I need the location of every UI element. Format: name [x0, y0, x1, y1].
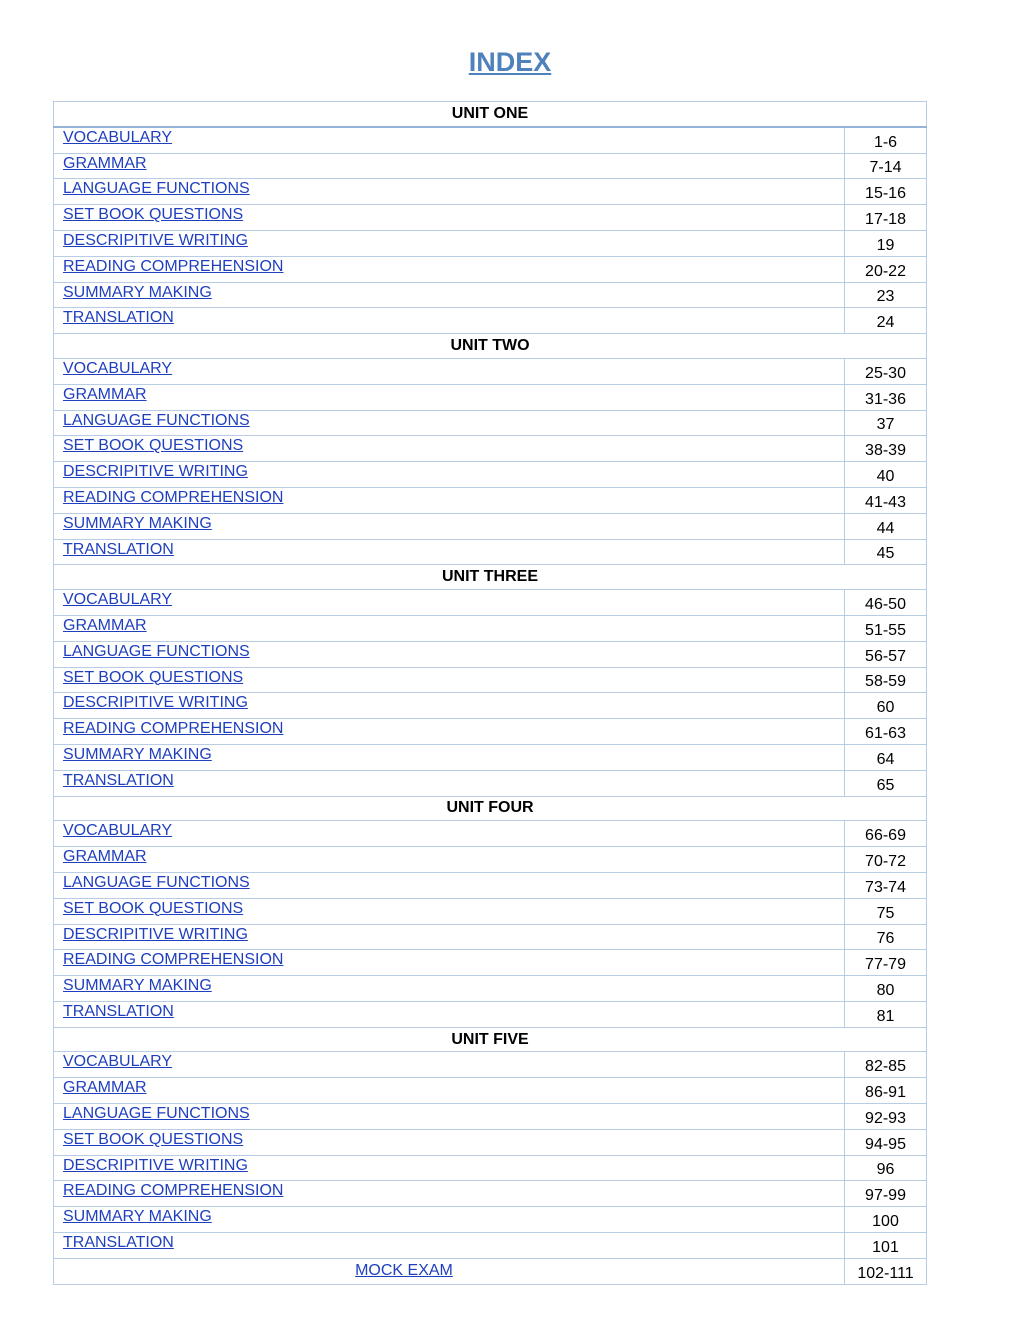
topic-link[interactable]: GRAMMAR [63, 385, 147, 403]
topic-link[interactable]: VOCABULARY [63, 591, 173, 609]
topic-cell [54, 462, 845, 488]
topic-cell [54, 230, 845, 256]
topic-link[interactable]: SET BOOK QUESTIONS [63, 899, 244, 917]
page-range-cell: 86-91 [845, 1078, 927, 1104]
mock-exam-cell [54, 1258, 845, 1284]
topic-link[interactable]: VOCABULARY [63, 1053, 173, 1071]
page-range-cell: 61-63 [845, 719, 927, 745]
table-row [54, 256, 927, 282]
page-range-cell: 73-74 [845, 872, 927, 898]
page-range-cell: 82-85 [845, 1052, 927, 1078]
unit-header-row [54, 565, 927, 590]
page-range-cell: 75 [845, 898, 927, 924]
unit-header-row [54, 334, 927, 359]
table-row [54, 1078, 927, 1104]
table-row [54, 898, 927, 924]
page-range-cell: 101 [845, 1233, 927, 1259]
topic-cell [54, 1181, 845, 1207]
topic-link[interactable]: LANGUAGE FUNCTIONS [63, 411, 250, 429]
topic-link[interactable]: SET BOOK QUESTIONS [63, 1130, 244, 1148]
topic-link[interactable]: TRANSLATION [63, 771, 174, 789]
topic-link[interactable]: VOCABULARY [63, 128, 173, 146]
page-range-cell: 24 [845, 308, 927, 334]
topic-link[interactable]: SET BOOK QUESTIONS [63, 437, 244, 455]
table-row [54, 821, 927, 847]
page-range-cell: 70-72 [845, 847, 927, 873]
topic-link[interactable]: TRANSLATION [63, 309, 174, 327]
table-row [54, 590, 927, 616]
topic-cell [54, 1104, 845, 1130]
topic-link[interactable]: LANGUAGE FUNCTIONS [63, 642, 250, 660]
table-row [54, 1233, 927, 1259]
page-range-cell: 65 [845, 770, 927, 796]
topic-cell [54, 282, 845, 308]
topic-cell [54, 590, 845, 616]
topic-link[interactable]: DESCRIPITIVE WRITING [63, 1156, 248, 1174]
table-row [54, 127, 927, 153]
topic-link[interactable]: SUMMARY MAKING [63, 977, 212, 995]
topic-cell [54, 179, 845, 205]
page-range-cell: 46-50 [845, 590, 927, 616]
index-table [53, 101, 927, 1285]
table-row [54, 770, 927, 796]
page-range-cell: 17-18 [845, 205, 927, 231]
page-range-cell: 100 [845, 1207, 927, 1233]
topic-link[interactable]: DESCRIPITIVE WRITING [63, 231, 248, 249]
topic-link[interactable]: SUMMARY MAKING [63, 1208, 212, 1226]
topic-cell [54, 1001, 845, 1027]
table-row [54, 358, 927, 384]
topic-link[interactable]: SUMMARY MAKING [63, 745, 212, 763]
topic-link[interactable]: GRAMMAR [63, 616, 147, 634]
topic-link[interactable]: READING COMPREHENSION [63, 720, 284, 738]
table-row [54, 410, 927, 436]
table-row [54, 719, 927, 745]
topic-cell [54, 487, 845, 513]
mock-exam-row [54, 1258, 927, 1284]
table-row [54, 282, 927, 308]
table-row [54, 1155, 927, 1181]
topic-cell [54, 693, 845, 719]
topic-link[interactable]: DESCRIPITIVE WRITING [63, 694, 248, 712]
page-range-cell: 66-69 [845, 821, 927, 847]
topic-cell [54, 1078, 845, 1104]
topic-link[interactable]: READING COMPREHENSION [63, 257, 284, 275]
unit-heading: UNIT FOUR [54, 796, 927, 821]
page-range-cell: 41-43 [845, 487, 927, 513]
table-row [54, 179, 927, 205]
page-title: INDEX [468, 47, 552, 77]
page-range-cell: 23 [845, 282, 927, 308]
topic-cell [54, 513, 845, 539]
topic-cell [54, 358, 845, 384]
table-row [54, 539, 927, 565]
index-table-body [54, 102, 927, 1285]
table-row [54, 1129, 927, 1155]
table-row [54, 153, 927, 179]
table-row [54, 436, 927, 462]
page-range-cell: 15-16 [845, 179, 927, 205]
table-row [54, 1181, 927, 1207]
table-row [54, 693, 927, 719]
unit-heading: UNIT ONE [54, 102, 927, 127]
topic-cell [54, 976, 845, 1002]
table-row [54, 462, 927, 488]
table-row [54, 1207, 927, 1233]
topic-cell [54, 770, 845, 796]
page-range-cell: 44 [845, 513, 927, 539]
topic-cell [54, 256, 845, 282]
topic-cell [54, 924, 845, 950]
topic-cell [54, 667, 845, 693]
page-range-cell: 77-79 [845, 950, 927, 976]
table-row [54, 847, 927, 873]
topic-link[interactable]: VOCABULARY [63, 359, 173, 377]
topic-link[interactable]: TRANSLATION [63, 1002, 174, 1020]
page-range-cell: 37 [845, 410, 927, 436]
topic-link[interactable]: SUMMARY MAKING [63, 514, 212, 532]
table-row [54, 667, 927, 693]
table-row [54, 384, 927, 410]
topic-link[interactable]: TRANSLATION [63, 540, 174, 558]
topic-cell [54, 1155, 845, 1181]
topic-link[interactable]: GRAMMAR [63, 848, 147, 866]
page-range-cell: 60 [845, 693, 927, 719]
mock-exam-link[interactable]: MOCK EXAM [355, 1262, 453, 1280]
topic-cell [54, 1207, 845, 1233]
topic-cell [54, 153, 845, 179]
topic-link[interactable]: DESCRIPITIVE WRITING [63, 463, 248, 481]
topic-link[interactable]: LANGUAGE FUNCTIONS [63, 180, 250, 198]
topic-cell [54, 719, 845, 745]
page-range-cell: 20-22 [845, 256, 927, 282]
page-range-cell: 19 [845, 230, 927, 256]
page-range-cell: 51-55 [845, 615, 927, 641]
topic-cell [54, 410, 845, 436]
page-range-cell: 25-30 [845, 358, 927, 384]
topic-cell [54, 127, 845, 153]
unit-heading: UNIT THREE [54, 565, 927, 590]
topic-link[interactable]: SUMMARY MAKING [63, 283, 212, 301]
unit-heading: UNIT FIVE [54, 1027, 927, 1052]
table-row [54, 1104, 927, 1130]
page-range-cell: 94-95 [845, 1129, 927, 1155]
topic-cell [54, 744, 845, 770]
page-range-cell: 38-39 [845, 436, 927, 462]
table-row [54, 205, 927, 231]
table-row [54, 308, 927, 334]
topic-cell [54, 539, 845, 565]
topic-cell [54, 872, 845, 898]
topic-link[interactable]: VOCABULARY [63, 822, 173, 840]
table-row [54, 487, 927, 513]
topic-cell [54, 1233, 845, 1259]
topic-cell [54, 641, 845, 667]
page-range-cell: 1-6 [845, 127, 927, 153]
table-row [54, 641, 927, 667]
topic-cell [54, 615, 845, 641]
page-range-cell: 76 [845, 924, 927, 950]
topic-link[interactable]: READING COMPREHENSION [63, 951, 284, 969]
topic-link[interactable]: GRAMMAR [63, 1079, 147, 1097]
topic-cell [54, 384, 845, 410]
topic-cell [54, 950, 845, 976]
page-range-cell: 7-14 [845, 153, 927, 179]
unit-header-row [54, 102, 927, 127]
topic-link[interactable]: TRANSLATION [63, 1234, 174, 1252]
topic-cell [54, 821, 845, 847]
page-range-cell: 97-99 [845, 1181, 927, 1207]
topic-link[interactable]: LANGUAGE FUNCTIONS [63, 873, 250, 891]
table-row [54, 513, 927, 539]
page-range-cell: 45 [845, 539, 927, 565]
page-range-cell: 80 [845, 976, 927, 1002]
table-row [54, 230, 927, 256]
topic-link[interactable]: GRAMMAR [63, 154, 147, 172]
topic-cell [54, 205, 845, 231]
page-range-cell: 40 [845, 462, 927, 488]
topic-cell [54, 898, 845, 924]
unit-header-row [54, 796, 927, 821]
table-row [54, 950, 927, 976]
table-row [54, 1052, 927, 1078]
page-range-cell: 96 [845, 1155, 927, 1181]
topic-link[interactable]: READING COMPREHENSION [63, 1182, 284, 1200]
page-range-cell: 31-36 [845, 384, 927, 410]
topic-cell [54, 1052, 845, 1078]
topic-cell [54, 308, 845, 334]
unit-header-row [54, 1027, 927, 1052]
page-range-cell: 64 [845, 744, 927, 770]
table-row [54, 924, 927, 950]
topic-cell [54, 436, 845, 462]
topic-link[interactable]: LANGUAGE FUNCTIONS [63, 1105, 250, 1123]
page-range-cell: 81 [845, 1001, 927, 1027]
unit-heading: UNIT TWO [54, 334, 927, 359]
mock-exam-pages: 102-111 [845, 1258, 927, 1284]
page-range-cell: 58-59 [845, 667, 927, 693]
table-row [54, 976, 927, 1002]
topic-link[interactable]: DESCRIPITIVE WRITING [63, 925, 248, 943]
page-range-cell: 56-57 [845, 641, 927, 667]
topic-link[interactable]: SET BOOK QUESTIONS [63, 206, 244, 224]
table-row [54, 744, 927, 770]
topic-link[interactable]: READING COMPREHENSION [63, 488, 284, 506]
table-row [54, 1001, 927, 1027]
topic-cell [54, 847, 845, 873]
table-row [54, 615, 927, 641]
page-range-cell: 92-93 [845, 1104, 927, 1130]
topic-cell [54, 1129, 845, 1155]
table-row [54, 872, 927, 898]
topic-link[interactable]: SET BOOK QUESTIONS [63, 668, 244, 686]
